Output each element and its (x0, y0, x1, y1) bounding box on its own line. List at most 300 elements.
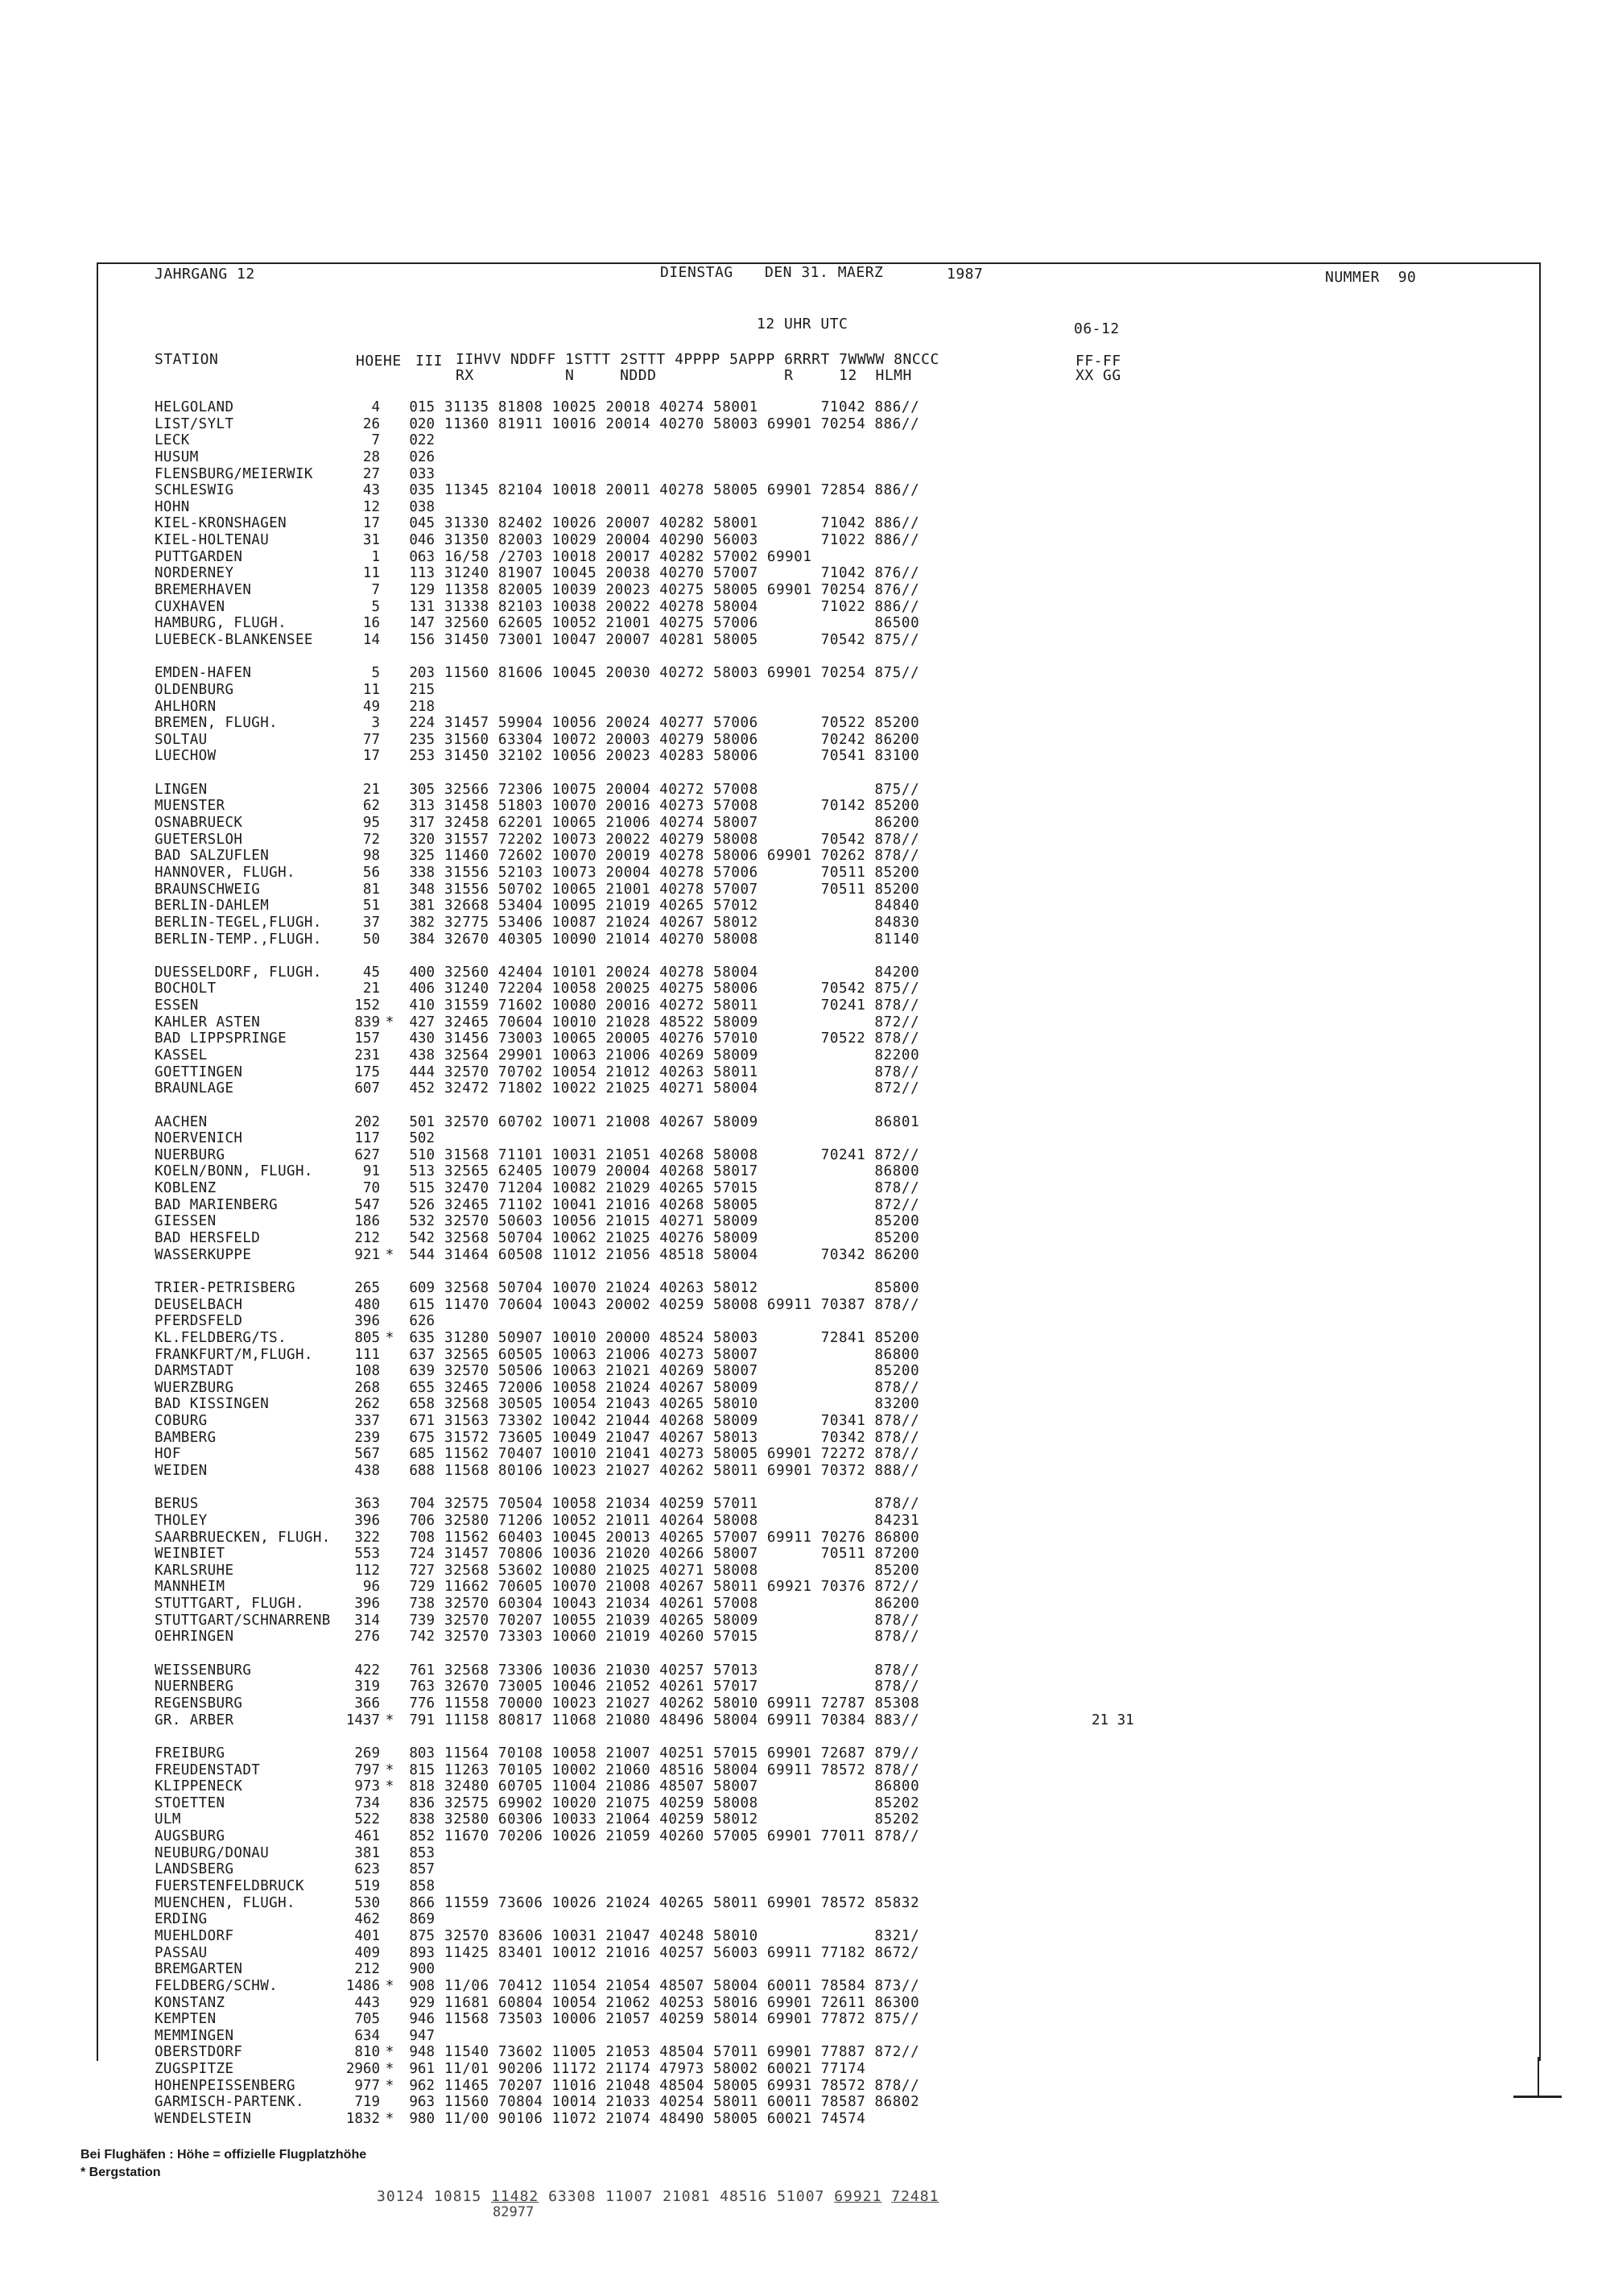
synop-groups: 11358 82005 10039 20023 40275 58005 69901 70254 876// (444, 582, 920, 599)
synop-groups: 32570 50603 10056 21015 40271 58009 85200 (444, 1213, 920, 1230)
station-name: OBERSTDORF (155, 2044, 243, 2061)
mountain-marker (380, 1513, 399, 1530)
mountain-marker (380, 1961, 399, 1978)
table-row (155, 865, 1121, 882)
station-id: 320 (409, 831, 435, 848)
station-name: LIST/SYLT (155, 415, 234, 432)
table-row (155, 2094, 1121, 2111)
station-height: 363 (354, 1496, 380, 1513)
station-height: 112 (354, 1562, 380, 1579)
mountain-marker (380, 1446, 399, 1463)
row-spacer (155, 1480, 1121, 1497)
station-id: 026 (409, 448, 435, 465)
station-id: 253 (409, 748, 435, 765)
station-height: 366 (354, 1695, 380, 1712)
station-id: 893 (409, 1944, 435, 1961)
mountain-marker: * (385, 2061, 394, 2078)
station-name: GIESSEN (155, 1213, 217, 1230)
table-row (155, 1961, 1121, 1978)
synop-groups: 11568 73503 10006 21057 40259 58014 69901 77872 875// (444, 2011, 920, 2028)
station-height: 530 (354, 1894, 380, 1911)
mountain-marker (380, 1047, 399, 1064)
station-height: 56 (362, 864, 380, 881)
col-groups: IIHVV NDDFF 1STTT 2STTT 4PPPP 5APPP 6RRRT 7WWWW 8NCCC (456, 351, 939, 368)
station-height: 37 (362, 914, 380, 931)
table-row (155, 1546, 1121, 1563)
station-id: 501 (409, 1113, 435, 1130)
synop-groups: 11460 72602 10070 20019 40278 58006 69901 70262 878// (444, 848, 920, 865)
station-height: 396 (354, 1512, 380, 1529)
station-name: ULM (155, 1811, 181, 1828)
synop-groups: 32458 62201 10065 21006 40274 58007 86200 (444, 815, 920, 832)
synop-groups: 32570 60702 10071 21008 40267 58009 86801 (444, 1113, 920, 1130)
synop-groups: 32670 73005 10046 21052 40261 57017 878// (444, 1679, 920, 1695)
mountain-marker (380, 1563, 399, 1580)
synop-groups: 32568 53602 10080 21025 40271 58008 85200 (444, 1562, 920, 1579)
station-id: 515 (409, 1180, 435, 1197)
mountain-marker (380, 1496, 399, 1513)
synop-groups: 11558 70000 10023 21027 40262 58010 69911 72787 85308 (444, 1695, 920, 1712)
col-xx: XX GG (1075, 367, 1121, 384)
mountain-marker: * (385, 1761, 394, 1778)
station-name: FREIBURG (155, 1745, 225, 1761)
synop-groups: 32560 42404 10101 20024 40278 58004 84200 (444, 964, 920, 981)
station-height: 1486 (345, 1977, 380, 1994)
station-name: KIEL-KRONSHAGEN (155, 515, 287, 532)
station-id: 502 (409, 1130, 435, 1147)
station-id: 338 (409, 864, 435, 881)
synop-groups: 31457 70806 10036 21020 40266 58007 70511 87200 (444, 1546, 920, 1563)
mountain-marker (380, 1613, 399, 1629)
jahrgang: JAHRGANG 12 (155, 266, 255, 283)
mountain-marker (380, 1280, 399, 1297)
station-height: 17 (362, 748, 380, 765)
hw-group-d: 69921 (834, 2188, 882, 2205)
table-row (155, 1064, 1121, 1081)
table-row (155, 1530, 1121, 1546)
table-row (155, 1380, 1121, 1397)
table-row (155, 1995, 1121, 2012)
table-row (155, 898, 1121, 915)
station-height: 627 (354, 1146, 380, 1163)
station-id: 313 (409, 798, 435, 815)
station-id: 532 (409, 1213, 435, 1230)
station-name: KAHLER ASTEN (155, 1014, 261, 1030)
station-height: 7 (371, 582, 380, 599)
synop-groups: 31572 73605 10049 21047 40267 58013 70342 878// (444, 1429, 920, 1446)
table-row (155, 798, 1121, 815)
synop-groups: 31556 50702 10065 21001 40278 57007 70511 85200 (444, 881, 920, 898)
station-height: 231 (354, 1047, 380, 1063)
station-id: 022 (409, 432, 435, 449)
station-id: 655 (409, 1379, 435, 1396)
station-name: PASSAU (155, 1944, 208, 1961)
station-height: 212 (354, 1961, 380, 1978)
station-name: EMDEN-HAFEN (155, 665, 252, 682)
synop-groups: 32570 60304 10043 21034 40261 57008 86200 (444, 1596, 920, 1613)
mountain-marker (380, 1297, 399, 1314)
station-name: HUSUM (155, 448, 199, 465)
table-row (155, 1629, 1121, 1646)
table-row (155, 2044, 1121, 2061)
synop-groups: 11662 70605 10070 21008 40267 58011 69921 70376 872// (444, 1579, 920, 1596)
mountain-marker (380, 399, 399, 416)
station-height: 11 (362, 681, 380, 698)
station-name: ESSEN (155, 997, 199, 1014)
station-name: NOERVENICH (155, 1130, 243, 1147)
station-height: 623 (354, 1861, 380, 1878)
table-row (155, 1695, 1121, 1712)
station-name: MEMMINGEN (155, 2027, 234, 2044)
synop-groups: 11670 70206 10026 21059 40260 57005 69901 77011 878// (444, 1828, 920, 1845)
synop-groups: 31557 72202 10073 20022 40279 58008 70542 878// (444, 831, 920, 848)
table-row (155, 1163, 1121, 1180)
station-name: MUEHLDORF (155, 1927, 234, 1944)
mountain-marker: * (385, 1712, 394, 1728)
handwritten-below: 82977 (493, 2204, 535, 2220)
station-height: 1832 (345, 2110, 380, 2127)
station-name: NORDERNEY (155, 565, 234, 582)
year: 1987 (947, 266, 984, 283)
mountain-marker: * (385, 2044, 394, 2061)
station-id: 853 (409, 1844, 435, 1861)
station-table (155, 399, 1134, 2128)
station-height: 805 (354, 1329, 380, 1346)
mountain-marker (380, 1213, 399, 1230)
mountain-marker (380, 1313, 399, 1330)
station-id: 739 (409, 1612, 435, 1629)
table-row (155, 1213, 1121, 1230)
table-row (155, 882, 1121, 898)
table-row (155, 1230, 1121, 1247)
table-row (155, 1030, 1121, 1047)
station-id: 203 (409, 665, 435, 682)
synop-groups: 11568 80106 10023 21027 40262 58011 69901 70372 888// (444, 1463, 920, 1479)
station-name: HOF (155, 1446, 181, 1463)
station-height: 3 (371, 715, 380, 732)
table-row (155, 1845, 1121, 1862)
mountain-marker (380, 915, 399, 931)
station-name: BERLIN-DAHLEM (155, 898, 270, 915)
synop-groups: 32565 62405 10079 20004 40268 58017 86800 (444, 1163, 920, 1180)
station-name: BERLIN-TEMP.,FLUGH. (155, 931, 322, 948)
synop-groups: 32470 71204 10082 21029 40265 57015 878// (444, 1180, 920, 1197)
synop-groups: 11/00 90106 11072 21074 48490 58005 60021 74574 (444, 2110, 866, 2127)
station-height: 396 (354, 1313, 380, 1330)
mountain-marker (380, 549, 399, 566)
table-row (155, 416, 1121, 433)
station-name: KASSEL (155, 1047, 208, 1063)
station-id: 727 (409, 1562, 435, 1579)
station-name: LECK (155, 432, 190, 449)
station-height: 95 (362, 815, 380, 832)
station-id: 685 (409, 1446, 435, 1463)
station-height: 314 (354, 1612, 380, 1629)
table-row (155, 1563, 1121, 1580)
table-row (155, 1330, 1121, 1347)
synop-groups: 31456 73003 10065 20005 40276 57010 70522 878// (444, 1030, 920, 1047)
station-id: 946 (409, 2011, 435, 2028)
station-height: 21 (362, 781, 380, 798)
synop-groups: 31458 51803 10070 20016 40273 57008 70142 85200 (444, 798, 920, 815)
station-name: HANNOVER, FLUGH. (155, 864, 295, 881)
station-id: 384 (409, 931, 435, 948)
station-id: 869 (409, 1911, 435, 1928)
station-name: BAD LIPPSPRINGE (155, 1030, 287, 1047)
table-row (155, 1613, 1121, 1629)
station-name: HELGOLAND (155, 399, 234, 415)
mountain-marker (380, 1130, 399, 1147)
station-id: 858 (409, 1878, 435, 1895)
mountain-marker (380, 532, 399, 549)
synop-groups: 32568 50704 10070 21024 40263 58012 85800 (444, 1279, 920, 1296)
synop-groups: 31560 63304 10072 20003 40279 58006 70242 86200 (444, 731, 920, 748)
station-id: 635 (409, 1329, 435, 1346)
mountain-marker (380, 748, 399, 765)
station-id: 980 (409, 2110, 435, 2127)
station-name: SOLTAU (155, 731, 208, 748)
mountain-marker (380, 1945, 399, 1962)
table-row (155, 1247, 1121, 1264)
station-id: 838 (409, 1811, 435, 1828)
station-height: 265 (354, 1279, 380, 1296)
synop-groups: 32570 70207 10055 21039 40265 58009 878// (444, 1612, 920, 1629)
station-id: 544 (409, 1246, 435, 1263)
station-name: KL.FELDBERG/TS. (155, 1329, 287, 1346)
station-id: 400 (409, 964, 435, 981)
table-row (155, 1363, 1121, 1380)
synop-groups: 32564 29901 10063 21006 40269 58009 82200 (444, 1047, 920, 1063)
station-id: 609 (409, 1279, 435, 1296)
mountain-marker (380, 1363, 399, 1380)
mountain-marker: * (385, 1778, 394, 1795)
mountain-marker (380, 665, 399, 682)
station-id: 963 (409, 2094, 435, 2111)
station-height: 157 (354, 1030, 380, 1047)
table-row (155, 682, 1121, 699)
station-height: 839 (354, 1014, 380, 1030)
frame-edge-line (1513, 2096, 1562, 2098)
station-id: 045 (409, 515, 435, 532)
station-height: 5 (371, 598, 380, 615)
table-row (155, 2011, 1121, 2028)
station-id: 147 (409, 615, 435, 632)
station-id: 427 (409, 1014, 435, 1030)
synop-groups: 32568 50704 10062 21025 40276 58009 85200 (444, 1230, 920, 1247)
station-id: 724 (409, 1546, 435, 1563)
station-height: 49 (362, 698, 380, 715)
station-id: 020 (409, 415, 435, 432)
station-name: PUTTGARDEN (155, 548, 243, 565)
table-row (155, 1080, 1121, 1097)
station-id: 305 (409, 781, 435, 798)
table-row (155, 1828, 1121, 1845)
station-name: BERUS (155, 1496, 199, 1513)
table-row (155, 1895, 1121, 1912)
synop-groups: 11681 60804 10054 21062 40253 58016 69901 72611 86300 (444, 1994, 920, 2011)
station-height: 719 (354, 2094, 380, 2111)
mountain-marker (380, 1845, 399, 1862)
station-height: 2960 (345, 2061, 380, 2078)
station-id: 791 (409, 1712, 435, 1728)
station-name: KOBLENZ (155, 1180, 217, 1197)
station-id: 406 (409, 981, 435, 997)
station-height: 51 (362, 898, 380, 915)
mountain-marker (380, 1828, 399, 1845)
station-height: 262 (354, 1396, 380, 1413)
table-row (155, 1280, 1121, 1297)
synop-groups: 32570 50506 10063 21021 40269 58007 85200 (444, 1363, 920, 1380)
station-id: 706 (409, 1512, 435, 1529)
station-name: MUENCHEN, FLUGH. (155, 1894, 295, 1911)
station-id: 729 (409, 1579, 435, 1596)
table-row (155, 1911, 1121, 1928)
table-row (155, 1861, 1121, 1878)
station-name: FELDBERG/SCHW. (155, 1977, 279, 1994)
synop-groups: 31350 82003 10029 20004 40290 56003 71022 886// (444, 532, 920, 549)
station-name: KARLSRUHE (155, 1562, 234, 1579)
station-height: 1 (371, 548, 380, 565)
station-name: HAMBURG, FLUGH. (155, 615, 287, 632)
mountain-marker: * (385, 1977, 394, 1994)
synop-groups: 31280 50907 10010 20000 48524 58003 72841 85200 (444, 1329, 920, 1346)
mountain-marker (380, 882, 399, 898)
station-height: 77 (362, 731, 380, 748)
station-name: DUESSELDORF, FLUGH. (155, 964, 322, 981)
station-height: 21 (362, 981, 380, 997)
synop-groups: 11564 70108 10058 21007 40251 57015 69901 72687 879// (444, 1745, 920, 1761)
synop-groups: 31330 82402 10026 20007 40282 58001 71042 886// (444, 515, 920, 532)
station-name: AUGSBURG (155, 1828, 225, 1845)
synop-groups: 32580 71206 10052 21011 40264 58008 84231 (444, 1512, 920, 1529)
mountain-marker (380, 1795, 399, 1812)
station-id: 763 (409, 1679, 435, 1695)
mountain-marker (380, 599, 399, 616)
issue-number: NUMMER 90 (1325, 269, 1417, 286)
station-id: 688 (409, 1463, 435, 1479)
synop-groups: 32566 72306 10075 20004 40272 57008 875// (444, 781, 920, 798)
station-name: WENDELSTEIN (155, 2110, 252, 2127)
station-height: 28 (362, 448, 380, 465)
station-name: FREUDENSTADT (155, 1761, 261, 1778)
mountain-marker (380, 715, 399, 732)
station-name: BRAUNLAGE (155, 1080, 234, 1097)
station-height: 522 (354, 1811, 380, 1828)
table-row (155, 615, 1121, 632)
station-name: NUERBURG (155, 1146, 225, 1163)
table-row (155, 599, 1121, 616)
mountain-marker (380, 1861, 399, 1878)
station-id: 063 (409, 548, 435, 565)
table-row (155, 1762, 1121, 1779)
station-height: 319 (354, 1679, 380, 1695)
station-name: BRAUNSCHWEIG (155, 881, 261, 898)
station-height: 607 (354, 1080, 380, 1097)
mountain-marker (380, 1629, 399, 1646)
table-row (155, 466, 1121, 483)
station-height: 108 (354, 1363, 380, 1380)
table-row (155, 532, 1121, 549)
table-row (155, 2061, 1121, 2078)
station-name: BOCHOLT (155, 981, 217, 997)
handwritten-groups (377, 2188, 939, 2205)
synop-groups: 32465 71102 10041 21016 40268 58005 872// (444, 1196, 920, 1213)
station-name: WEISSENBURG (155, 1662, 252, 1679)
mountain-marker (380, 1413, 399, 1430)
mountain-marker (380, 699, 399, 716)
table-row (155, 931, 1121, 948)
footnote-airport: Bei Flughäfen : Höhe = offizielle Flugplatzhöhe (80, 2148, 367, 2162)
station-id: 317 (409, 815, 435, 832)
table-row (155, 915, 1121, 931)
row-spacer (155, 649, 1121, 666)
station-name: STUTTGART, FLUGH. (155, 1596, 304, 1613)
station-id: 235 (409, 731, 435, 748)
table-row (155, 1795, 1121, 1812)
table-row (155, 1396, 1121, 1413)
table-row (155, 964, 1121, 981)
synop-groups: 32570 83606 10031 21047 40248 58010 8321/ (444, 1927, 920, 1944)
table-row (155, 1945, 1121, 1962)
table-row (155, 1297, 1121, 1314)
extra-group: 21 31 (1092, 1712, 1134, 1728)
table-row (155, 848, 1121, 865)
station-height: 461 (354, 1828, 380, 1845)
station-id: 438 (409, 1047, 435, 1063)
row-spacer (155, 1646, 1121, 1662)
table-row (155, 832, 1121, 849)
synop-groups: 31450 32102 10056 20023 40283 58006 70541 83100 (444, 748, 920, 765)
station-name: SAARBRUECKEN, FLUGH. (155, 1529, 331, 1546)
synop-groups: 32465 70604 10010 21028 48522 58009 872// (444, 1014, 920, 1030)
station-height: 72 (362, 831, 380, 848)
synop-groups: 11470 70604 10043 20002 40259 58008 69911 70387 878// (444, 1296, 920, 1313)
station-name: WEINBIET (155, 1546, 225, 1563)
table-row (155, 1745, 1121, 1762)
station-id: 015 (409, 399, 435, 415)
mountain-marker (380, 931, 399, 948)
table-row (155, 1513, 1121, 1530)
synop-groups: 32480 60705 11004 21086 48507 58007 86800 (444, 1778, 920, 1795)
synop-groups: 32570 73303 10060 21019 40260 57015 878// (444, 1629, 920, 1646)
station-height: 91 (362, 1163, 380, 1180)
station-name: BAD SALZUFLEN (155, 848, 270, 865)
station-height: 11 (362, 565, 380, 582)
station-id: 510 (409, 1146, 435, 1163)
col-station: STATION (155, 351, 219, 368)
station-id: 761 (409, 1662, 435, 1679)
mountain-marker (380, 1811, 399, 1828)
synop-groups: 31240 72204 10058 20025 40275 58006 70542 875// (444, 981, 920, 997)
station-name: KIEL-HOLTENAU (155, 532, 270, 549)
table-row (155, 399, 1121, 416)
col-hoehe: HOEHE (356, 353, 402, 370)
station-height: 45 (362, 964, 380, 981)
mountain-marker: * (385, 1246, 394, 1263)
synop-groups: 11425 83401 10012 21016 40257 56003 69911 77182 8672/ (444, 1944, 920, 1961)
station-id: 325 (409, 848, 435, 865)
station-height: 443 (354, 1994, 380, 2011)
mountain-marker: * (385, 1329, 394, 1346)
table-row (155, 1114, 1121, 1131)
table-row (155, 1662, 1121, 1679)
table-row (155, 1197, 1121, 1214)
station-name: LUEBECK-BLANKENSEE (155, 631, 313, 648)
synop-groups: 11345 82104 10018 20011 40278 58005 69901 72854 886// (444, 482, 920, 499)
station-id: 908 (409, 1977, 435, 1994)
station-height: 462 (354, 1911, 380, 1928)
mountain-marker (380, 1430, 399, 1447)
